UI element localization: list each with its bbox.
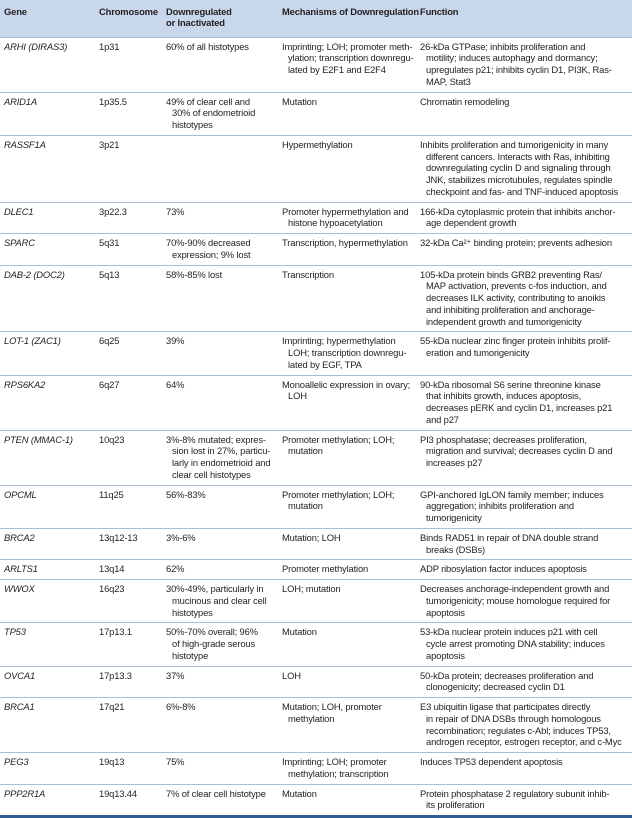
- cell-gene: [0, 265, 95, 332]
- cell-mechanisms: [278, 698, 416, 753]
- gene-text: PTEN (MMAC-1): [4, 433, 73, 445]
- gene-text: ARLTS1: [4, 563, 38, 575]
- gene-text: DAB-2 (DOC2): [4, 268, 65, 280]
- chromosome-text: 17p13.3: [99, 669, 132, 681]
- table-row: [0, 430, 632, 485]
- cell-chromosome: [95, 234, 162, 266]
- downregulated-text: 3%-6%: [166, 531, 196, 543]
- cell-chromosome: [95, 623, 162, 666]
- cell-gene: [0, 560, 95, 580]
- cell-downregulated: [162, 202, 278, 234]
- cell-gene: [0, 234, 95, 266]
- downregulated-text: 64%: [166, 378, 185, 390]
- cell-downregulated: [162, 485, 278, 528]
- cell-downregulated: [162, 135, 278, 202]
- cell-gene: [0, 202, 95, 234]
- chromosome-text: 19q13: [99, 756, 125, 767]
- cell-mechanisms: [278, 92, 416, 135]
- cell-chromosome: [95, 698, 162, 753]
- mechanisms-text: Transcription: [282, 268, 334, 280]
- cell-downregulated: [162, 265, 278, 332]
- cell-chromosome: [95, 92, 162, 135]
- cell-function: [416, 37, 632, 92]
- cell-chromosome: [95, 560, 162, 580]
- downregulated-text: 3%-8% mutated; expres- sion lost in 27%, particu- larly in endometrioid and clear cell histotypes: [166, 433, 271, 480]
- cell-chromosome: [95, 753, 162, 785]
- cell-mechanisms: [278, 528, 416, 560]
- mechanisms-text: Imprinting; hypermethylation LOH; transcription downregu- lated by EGF, TPA: [282, 335, 407, 370]
- cell-gene: [0, 430, 95, 485]
- downregulated-text: 49% of clear cell and 30% of endometrioid histotypes: [166, 95, 256, 130]
- mechanisms-text: Transcription, hypermethylation: [282, 237, 408, 248]
- cell-chromosome: [95, 202, 162, 234]
- cell-chromosome: [95, 135, 162, 202]
- cell-function: [416, 666, 632, 698]
- cell-function: [416, 202, 632, 234]
- gene-text: RPS6KA2: [4, 378, 46, 390]
- gene-text: PEG3: [4, 756, 29, 767]
- cell-gene: [0, 784, 95, 817]
- table-row: [0, 92, 632, 135]
- mechanisms-text: Monoallelic expression in ovary; LOH: [282, 378, 411, 402]
- cell-chromosome: [95, 784, 162, 817]
- function-text: 53-kDa nuclear protein induces p21 with cell cycle arrest promoting DNA stability; induces apoptosis: [420, 626, 605, 661]
- gene-text: TP53: [4, 626, 26, 638]
- cell-mechanisms: [278, 37, 416, 92]
- cell-mechanisms: [278, 560, 416, 580]
- cell-chromosome: [95, 37, 162, 92]
- cell-downregulated: [162, 332, 278, 375]
- gene-text: LOT-1 (ZAC1): [4, 335, 61, 347]
- downregulated-text: 75%: [166, 756, 185, 767]
- mechanisms-text: LOH; mutation: [282, 583, 341, 594]
- downregulated-text: 60% of all histotypes: [166, 40, 249, 52]
- gene-text: PPP2R1A: [4, 787, 46, 799]
- cell-chromosome: [95, 485, 162, 528]
- cell-gene: [0, 623, 95, 666]
- cell-downregulated: [162, 623, 278, 666]
- cell-function: [416, 265, 632, 332]
- cell-downregulated: [162, 698, 278, 753]
- function-text: Inhibits proliferation and tumorigenicity in many different cancers. Interacts with Ras, inhibiting downregulating cyclin D and signaling through JNK, stabilizes microtubules, regulates spindle checkpoint and fas- and TNF-induced apoptosis: [420, 138, 619, 197]
- downregulated-text: 39%: [166, 335, 185, 347]
- chromosome-text: 6q25: [99, 335, 120, 347]
- function-text: 166-kDa cytoplasmic protein that inhibits anchor- age dependent growth: [420, 205, 616, 229]
- table-row: [0, 784, 632, 817]
- header-chromosome: Chromosome: [99, 6, 158, 17]
- downregulated-text: 30%-49%, particularly in mucinous and clear cell histotypes: [166, 583, 267, 618]
- cell-gene: [0, 375, 95, 430]
- function-text: 32-kDa Ca²⁺ binding protein; prevents adhesion: [420, 237, 612, 248]
- mechanisms-text: Promoter hypermethylation and histone hypoacetylation: [282, 205, 409, 229]
- function-text: ADP ribosylation factor induces apoptosis: [420, 563, 587, 575]
- chromosome-text: 1p31: [99, 40, 120, 52]
- cell-chromosome: [95, 666, 162, 698]
- downregulated-text: 56%-83%: [166, 488, 206, 500]
- mechanisms-text: Mutation: [282, 95, 317, 107]
- cell-gene: [0, 580, 95, 623]
- cell-downregulated: [162, 580, 278, 623]
- table-row: [0, 560, 632, 580]
- cell-gene: [0, 485, 95, 528]
- chromosome-text: 16q23: [99, 583, 125, 594]
- chromosome-text: 13q14: [99, 563, 125, 575]
- chromosome-text: 17q21: [99, 701, 125, 712]
- gene-text: WWOX: [4, 583, 35, 594]
- cell-function: [416, 332, 632, 375]
- cell-function: [416, 698, 632, 753]
- cell-gene: [0, 528, 95, 560]
- cell-downregulated: [162, 560, 278, 580]
- table-row: [0, 202, 632, 234]
- chromosome-text: 5q13: [99, 268, 120, 280]
- downregulated-text: 73%: [166, 205, 185, 217]
- cell-downregulated: [162, 528, 278, 560]
- cell-mechanisms: [278, 375, 416, 430]
- cell-mechanisms: [278, 202, 416, 234]
- cell-chromosome: [95, 332, 162, 375]
- header-mechanisms: Mechanisms of Downregulation: [282, 6, 419, 17]
- chromosome-text: 6q27: [99, 378, 120, 390]
- chromosome-text: 1p35.5: [99, 95, 127, 107]
- function-text: Decreases anchorage-independent growth and tumorigenicity; mouse homologue required for apoptosis: [420, 583, 611, 618]
- cell-gene: [0, 666, 95, 698]
- cell-function: [416, 485, 632, 528]
- function-text: 55-kDa nuclear zinc finger protein inhibits prolif- eration and tumorigenicity: [420, 335, 611, 358]
- cell-function: [416, 375, 632, 430]
- downregulated-text: 58%-85% lost: [166, 268, 223, 280]
- table-row: [0, 580, 632, 623]
- cell-function: [416, 528, 632, 560]
- cell-mechanisms: [278, 234, 416, 266]
- cell-chromosome: [95, 528, 162, 560]
- table-row: [0, 375, 632, 430]
- cell-chromosome: [95, 580, 162, 623]
- gene-text: DLEC1: [4, 205, 34, 217]
- chromosome-text: 17p13.1: [99, 626, 132, 638]
- table-row: [0, 753, 632, 785]
- cell-function: [416, 753, 632, 785]
- function-text: GPI-anchored IgLON family member; induces aggregation; inhibits proliferation and tumorigenicity: [420, 488, 604, 523]
- cell-mechanisms: [278, 784, 416, 817]
- function-text: Binds RAD51 in repair of DNA double strand breaks (DSBs): [420, 531, 599, 555]
- table-row: [0, 234, 632, 266]
- cell-mechanisms: [278, 485, 416, 528]
- cell-gene: [0, 753, 95, 785]
- cell-function: [416, 784, 632, 817]
- table-row: [0, 666, 632, 698]
- mechanisms-text: Mutation; LOH: [282, 531, 341, 543]
- table-row: [0, 37, 632, 92]
- gene-text: BRCA1: [4, 701, 35, 712]
- cell-downregulated: [162, 37, 278, 92]
- downregulated-text: 62%: [166, 563, 185, 575]
- gene-text: RASSF1A: [4, 138, 46, 150]
- gene-text: SPARC: [4, 237, 35, 248]
- chromosome-text: 13q12-13: [99, 531, 138, 543]
- cell-function: [416, 92, 632, 135]
- header-downregulated: Downregulated or Inactivated: [166, 6, 232, 29]
- mechanisms-text: Promoter methylation: [282, 563, 369, 575]
- table-row: [0, 528, 632, 560]
- function-text: 105-kDa protein binds GRB2 preventing Ras/ MAP activation, prevents c-fos induction, and decreases ILK activity, contributing to anoikis and inhibiting proliferation and anchorage- independent growth and tumorigenicity: [420, 268, 607, 327]
- mechanisms-text: Hypermethylation: [282, 138, 353, 150]
- cell-chromosome: [95, 265, 162, 332]
- chromosome-text: 3p22.3: [99, 205, 127, 217]
- mechanisms-text: Promoter methylation; LOH; mutation: [282, 433, 395, 457]
- downregulated-text: 70%-90% decreased expression; 9% lost: [166, 237, 251, 260]
- cell-function: [416, 623, 632, 666]
- table-row: [0, 623, 632, 666]
- function-text: 50-kDa protein; decreases proliferation and clonogenicity; decreased cyclin D1: [420, 669, 594, 693]
- downregulated-text: 7% of clear cell histotype: [166, 787, 266, 799]
- cell-gene: [0, 92, 95, 135]
- mechanisms-text: Imprinting; LOH; promoter meth- ylation; transcription downregu- lated by E2F1 and E2F4: [282, 40, 414, 75]
- cell-downregulated: [162, 666, 278, 698]
- cell-mechanisms: [278, 623, 416, 666]
- function-text: 90-kDa ribosomal S6 serine threonine kinase that inhibits growth, induces apoptosis, decreases pERK and cyclin D1, increases p21 and p27: [420, 378, 613, 425]
- table-body: [0, 37, 632, 817]
- cell-downregulated: [162, 753, 278, 785]
- chromosome-text: 19q13.44: [99, 787, 137, 799]
- cell-mechanisms: [278, 265, 416, 332]
- header-gene: Gene: [4, 6, 27, 17]
- cell-downregulated: [162, 375, 278, 430]
- gene-text: OVCA1: [4, 669, 36, 681]
- chromosome-text: 11q25: [99, 488, 124, 500]
- function-text: PI3 phosphatase; decreases proliferation, migration and survival; decreases cyclin D and increases p27: [420, 433, 613, 468]
- cell-chromosome: [95, 430, 162, 485]
- cell-gene: [0, 37, 95, 92]
- gene-text: OPCML: [4, 488, 37, 500]
- function-text: Protein phosphatase 2 regulatory subunit inhib- its proliferation: [420, 787, 610, 811]
- chromosome-text: 5q31: [99, 237, 120, 248]
- table-row: [0, 265, 632, 332]
- cell-gene: [0, 332, 95, 375]
- gene-text: ARHI (DIRAS3): [4, 40, 68, 52]
- cell-function: [416, 560, 632, 580]
- function-text: Induces TP53 dependent apoptosis: [420, 756, 563, 767]
- cell-mechanisms: [278, 666, 416, 698]
- downregulated-text: 37%: [166, 669, 185, 681]
- function-text: 26-kDa GTPase; inhibits proliferation and motility; induces autophagy and dormancy; upregulates p21; inhibits cyclin D1, PI3K, Ras- MAP, Stat3: [420, 40, 612, 87]
- cell-function: [416, 234, 632, 266]
- cell-mechanisms: [278, 430, 416, 485]
- cell-function: [416, 135, 632, 202]
- function-text: E3 ubiquitin ligase that participates directly in repair of DNA DSBs through homologous recombination; regulates c-Abl; induces TP53, androgen receptor, estrogen receptor, and c-Myc: [420, 701, 622, 748]
- mechanisms-text: Mutation: [282, 787, 317, 799]
- function-text: Chromatin remodeling: [420, 95, 510, 107]
- cell-function: [416, 580, 632, 623]
- cell-downregulated: [162, 234, 278, 266]
- mechanisms-text: Imprinting; LOH; promoter methylation; transcription: [282, 756, 389, 779]
- cell-chromosome: [95, 375, 162, 430]
- cell-mechanisms: [278, 580, 416, 623]
- table-row: [0, 698, 632, 753]
- cell-mechanisms: [278, 135, 416, 202]
- mechanisms-text: LOH: [282, 669, 301, 681]
- cell-downregulated: [162, 430, 278, 485]
- cell-downregulated: [162, 784, 278, 817]
- cell-downregulated: [162, 92, 278, 135]
- cell-gene: [0, 698, 95, 753]
- cell-mechanisms: [278, 332, 416, 375]
- chromosome-text: 10q23: [99, 433, 125, 445]
- table-header: [0, 0, 632, 37]
- downregulated-text: 6%-8%: [166, 701, 196, 712]
- header-row: [0, 0, 632, 37]
- mechanisms-text: Promoter methylation; LOH; mutation: [282, 488, 395, 512]
- mechanisms-text: Mutation: [282, 626, 317, 638]
- header-function: Function: [420, 6, 459, 17]
- downregulated-text: 50%-70% overall; 96% of high-grade serous histotype: [166, 626, 258, 661]
- table-row: [0, 135, 632, 202]
- table-row: [0, 332, 632, 375]
- cell-gene: [0, 135, 95, 202]
- cell-function: [416, 430, 632, 485]
- cell-mechanisms: [278, 753, 416, 785]
- table-row: [0, 485, 632, 528]
- mechanisms-text: Mutation; LOH, promoter methylation: [282, 701, 382, 724]
- chromosome-text: 3p21: [99, 138, 120, 150]
- gene-text: ARID1A: [4, 95, 37, 107]
- gene-text: BRCA2: [4, 531, 35, 543]
